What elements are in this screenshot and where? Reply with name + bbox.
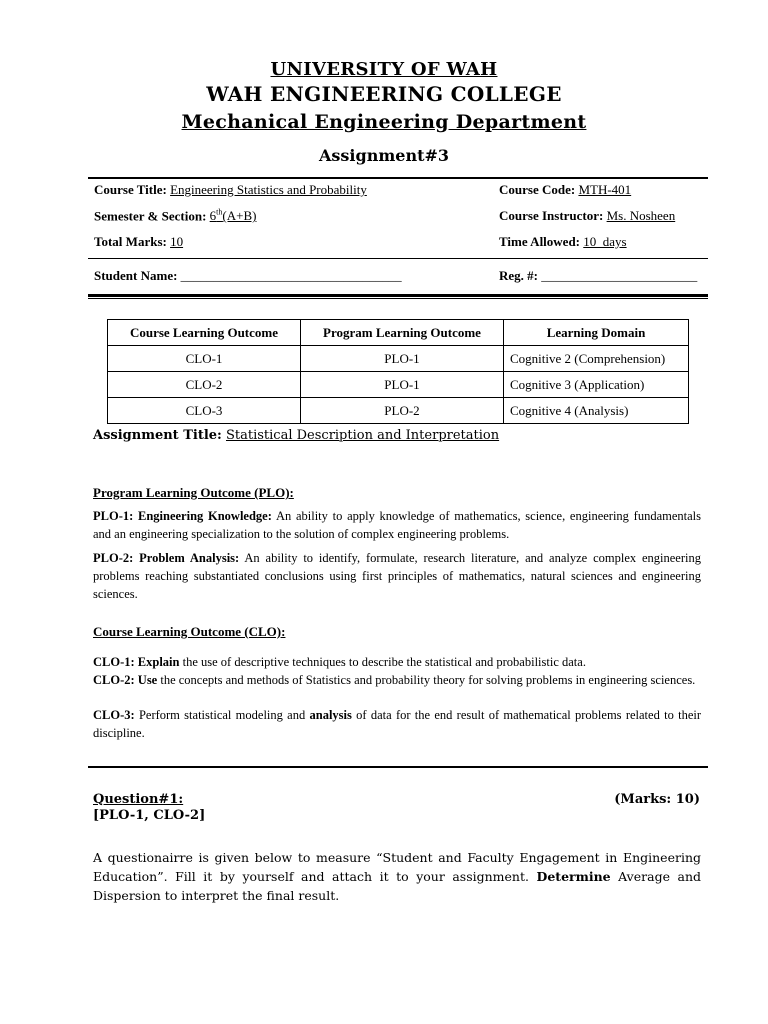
question-title: Question#1: [93, 792, 184, 807]
semester-label: Semester & Section: [94, 208, 207, 224]
reg-row [499, 268, 697, 284]
student-name-blank[interactable]: __________________________________ [180, 268, 402, 283]
clo-3-label: CLO-3: [93, 708, 135, 722]
table-cell: PLO-1 [301, 346, 504, 372]
question-text [93, 848, 701, 905]
assignment-title [93, 428, 499, 443]
clo-1-text: the use of descriptive techniques to describe the statistical and probabilistic data. [179, 655, 586, 669]
student-name-label: Student Name: [94, 268, 178, 283]
table-row [108, 346, 689, 372]
time-allowed-label: Time Allowed: [499, 234, 581, 249]
table-header-cell: Program Learning Outcome [301, 320, 504, 346]
clo-heading: Course Learning Outcome (CLO): [93, 624, 286, 639]
time-allowed-value: 10 days [583, 234, 627, 249]
clo-2-paragraph [93, 671, 701, 689]
course-code-value: MTH-401 [578, 182, 632, 197]
table-cell: CLO-1 [108, 346, 301, 372]
plo-1-paragraph [93, 507, 701, 543]
plo-2-text: An ability to identify, formulate, research literature, and analyze complex engineering problems reaching substantiated conclusions using first principles of mathematics, natural sciences and engineering sciences. [93, 551, 701, 601]
course-title-value: Engineering Statistics and Probability [170, 182, 367, 197]
semester-value [210, 208, 257, 223]
clo-1-paragraph [93, 653, 701, 671]
course-code-row [499, 182, 631, 198]
course-title-label: Course Title: [94, 182, 167, 197]
time-allowed-row [499, 234, 627, 250]
course-title-row [94, 182, 367, 198]
table-cell: PLO-1 [301, 372, 504, 398]
university-name: UNIVERSITY OF WAH [270, 59, 498, 80]
semester-suffix: th [216, 208, 223, 217]
assignment-title-label: Assignment Title: [93, 428, 222, 443]
table-cell: CLO-3 [108, 398, 301, 424]
course-code-label: Course Code: [499, 182, 576, 197]
instructor-row [499, 208, 675, 224]
student-name-row [94, 268, 402, 284]
table-cell: PLO-2 [301, 398, 504, 424]
department-name: Mechanical Engineering Department [181, 111, 587, 133]
clo-2-label: CLO-2: Use [93, 673, 158, 687]
outcome-table [107, 319, 689, 424]
table-row [108, 372, 689, 398]
table-cell: Cognitive 3 (Application) [504, 372, 689, 398]
clo-2-text: the concepts and methods of Statistics and probability theory for solving problems in engineering sciences. [157, 673, 696, 687]
clo-3-text-b: of data for the end result of mathematical problems related to their discipline. [93, 708, 702, 740]
section-value: (A+B) [222, 208, 257, 224]
semester-row [94, 208, 256, 224]
double-rule-bottom [88, 298, 708, 299]
double-rule-top [88, 294, 708, 297]
question-tags: [PLO-1, CLO-2] [93, 808, 206, 823]
clo-3-text-a: Perform statistical modeling and [134, 708, 310, 722]
clo-3-paragraph [93, 706, 701, 742]
total-marks-label: Total Marks: [94, 234, 167, 249]
plo-1-label: PLO-1: Engineering Knowledge: [93, 509, 272, 523]
table-header-cell: Learning Domain [504, 320, 689, 346]
plo-2-label: PLO-2: Problem Analysis: [93, 551, 240, 565]
table-cell: Cognitive 2 (Comprehension) [504, 346, 689, 372]
assignment-number: Assignment#3 [319, 146, 449, 165]
total-marks-value: 10 [170, 234, 184, 249]
instructor-label: Course Instructor: [499, 208, 604, 223]
info-rule [88, 258, 708, 259]
semester-number: 6 [209, 208, 217, 224]
instructor-value: Ms. Nosheen [606, 208, 676, 223]
question-marks: (Marks: 10) [614, 792, 700, 807]
plo-2-paragraph [93, 549, 701, 603]
table-row [108, 398, 689, 424]
college-name: WAH ENGINEERING COLLEGE [206, 82, 562, 106]
question-text-bold: Determine [536, 869, 611, 884]
table-header-row [108, 320, 689, 346]
question-text-a: A questionairre is given below to measure “Student and Faculty Engagement in Engineering Education”. Fill it by yourself and attach it to your assignment. [93, 850, 701, 884]
clo-3-bold: analysis [309, 708, 352, 722]
assignment-title-value: Statistical Description and Interpretation [225, 428, 500, 443]
top-rule [88, 177, 708, 179]
plo-1-text: An ability to apply knowledge of mathematics, science, engineering fundamentals and an engineering specialization to the solution of complex engineering problems. [93, 509, 701, 541]
plo-heading: Program Learning Outcome (PLO): [93, 485, 294, 500]
question-rule [88, 766, 708, 768]
clo-1-label: CLO-1: Explain [93, 655, 180, 669]
total-marks-row [94, 234, 183, 250]
question-text-b: Average and Dispersion to interpret the final result. [93, 869, 702, 903]
reg-blank[interactable]: ________________________ [541, 268, 698, 283]
reg-label: Reg. #: [499, 268, 538, 283]
table-header-cell: Course Learning Outcome [108, 320, 301, 346]
table-cell: CLO-2 [108, 372, 301, 398]
table-cell: Cognitive 4 (Analysis) [504, 398, 689, 424]
